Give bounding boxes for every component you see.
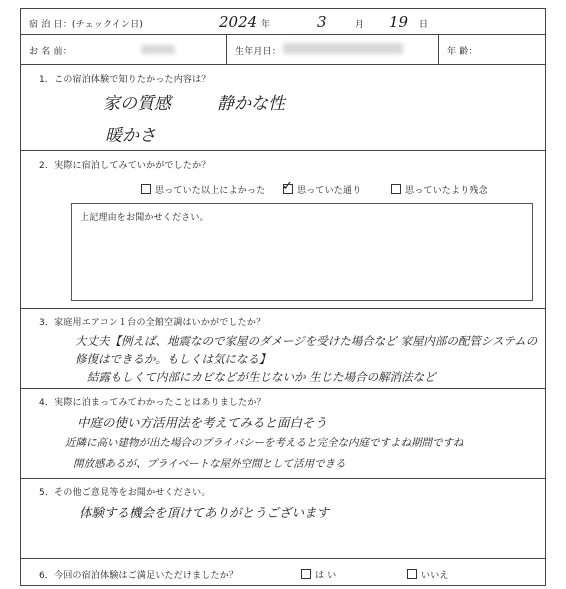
age-label: 年 齢： [447,47,478,57]
reason-box [71,203,533,301]
question-1-answer-a: 家の質感 [103,94,171,114]
birth-date-label: 生年月日： [235,47,282,57]
question-4-answer-2: 近隣に高い建物が出た場合のプライバシーを考えると完全な内庭ですよね期間ですね [65,437,464,449]
option-as-expected[interactable]: ✓ 思っていた通り [282,179,362,196]
checkbox-yes[interactable] [301,569,311,579]
stay-date-row [21,9,545,35]
question-4-label: 4．実際に泊まってみてわかったことはありましたか？ [39,398,266,408]
question-1-label: 1．この宿泊体験で知りたかった内容は？ [39,75,211,85]
question-2-label: 2．実際に宿泊してみていかがでしたか？ [39,161,211,171]
question-4-section [21,389,545,479]
option-yes[interactable]: は い [301,568,336,581]
question-2-section [21,151,545,309]
option-worse-than-expected[interactable]: 思っていたより残念 [391,183,488,196]
checkbox-no[interactable] [407,569,417,579]
question-3-answer-1: 大丈夫【例えば、地震なので家屋のダメージを受けた場合など 家屋内部の配管システムの [75,334,538,348]
reason-label: 上記理由をお聞かせください。 [80,213,209,223]
question-5-answer-1: 体験する機会を頂けてありがとうございます [79,505,330,520]
checkbox-worse[interactable] [391,184,401,194]
question-6-label: 6．今回の宿泊体験はご満足いただけましたか？ [39,571,239,581]
question-1-section [21,65,545,151]
month-unit: 月 [355,20,365,30]
stay-month: 3 [317,13,327,31]
redacted-birth-date [283,43,403,54]
check-mark-icon: ✓ [282,179,294,194]
question-3-section [21,309,545,389]
option-no[interactable]: いいえ [407,568,449,581]
option-better-than-expected[interactable]: 思っていた以上によかった [141,183,265,196]
question-3-label: 3．家庭用エアコン１台の全館空調はいかがでしたか？ [39,318,266,328]
question-3-answer-3: 結露もしくて内部にカビなどが生じないか 生じた場合の解消法など [87,370,436,384]
personal-info-row [21,35,545,65]
stay-date-label: 宿 泊 日：(チェックイン日) [29,20,144,30]
question-4-answer-3: 開放感あるが、プライベートな屋外空間として活用できる [73,458,346,470]
day-unit: 日 [419,20,429,30]
checkbox-as-expected[interactable] [282,179,294,194]
question-3-answer-2: 修復はできるか。もしくは気になる】 [75,352,271,366]
question-5-label: 5．その他ご意見等をお聞かせください。 [39,488,211,498]
survey-form [20,8,546,586]
year-unit: 年 [261,20,271,30]
checkbox-better[interactable] [141,184,151,194]
redacted-name [141,45,175,54]
question-4-answer-1: 中庭の使い方活用法を考えてみると面白そう [77,415,328,430]
question-6-section [21,559,545,585]
question-1-answer-c: 暖かさ [105,126,156,146]
stay-day: 19 [389,13,409,31]
question-5-section [21,479,545,559]
question-1-answer-b: 静かな性 [217,94,285,114]
stay-year: 2024 [219,13,258,31]
name-label: お 名 前： [29,47,72,57]
